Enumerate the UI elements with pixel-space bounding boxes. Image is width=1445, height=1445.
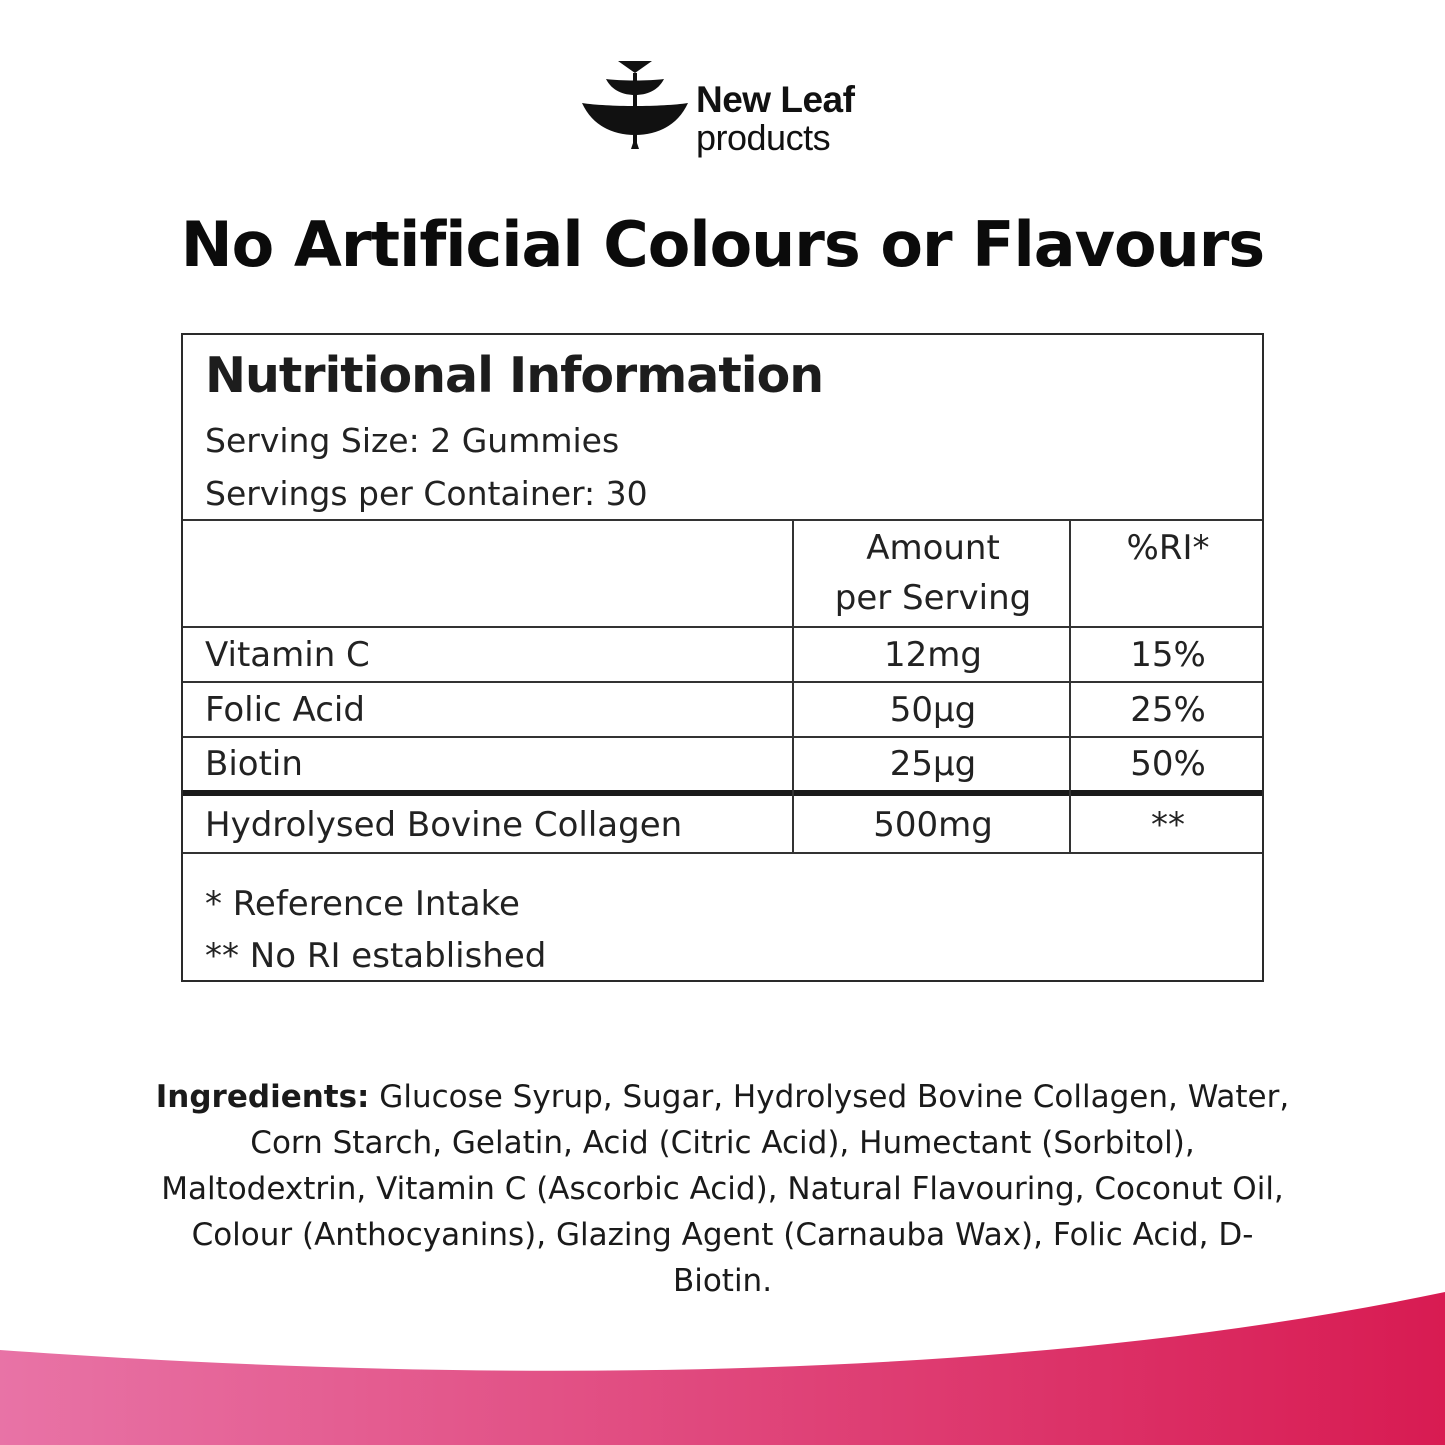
brand-name: New Leaf bbox=[696, 79, 855, 120]
nutrient-ri: ** bbox=[1151, 805, 1185, 845]
nutrient-name: Hydrolysed Bovine Collagen bbox=[205, 805, 683, 845]
nutrient-ri: 50% bbox=[1130, 744, 1206, 784]
nutrient-ri: 25% bbox=[1130, 690, 1206, 730]
footnote-reference-intake: * Reference Intake bbox=[205, 884, 520, 924]
nutrient-ri: 15% bbox=[1130, 635, 1206, 675]
serving-size: Serving Size: 2 Gummies bbox=[205, 421, 620, 460]
table-divider bbox=[183, 736, 1262, 738]
leaf-tree-icon bbox=[580, 55, 690, 155]
nutrient-name: Vitamin C bbox=[205, 635, 370, 675]
ingredients-label: Ingredients: bbox=[155, 1079, 370, 1115]
footnote-no-ri: ** No RI established bbox=[205, 936, 547, 976]
ingredients-text: Glucose Syrup, Sugar, Hydrolysed Bovine Collagen, Water, Corn Starch, Gelatin, Acid (Citric Acid), Humectant (Sorbitol), Maltodextrin, Vitamin C (Ascorbic Acid), Natural Flavouring, Coconut Oil, Colour (Anthocyanins), Glazing Agent (Carnauba Wax), Folic Acid, D-Biotin. bbox=[161, 1079, 1290, 1299]
table-divider bbox=[183, 626, 1262, 628]
table-divider bbox=[183, 519, 1262, 521]
servings-per-container: Servings per Container: 30 bbox=[205, 474, 648, 513]
nutrition-title: Nutritional Information bbox=[205, 347, 824, 404]
page-headline: No Artificial Colours or Flavours bbox=[180, 208, 1265, 281]
nutrition-panel bbox=[181, 333, 1264, 982]
table-divider-thick bbox=[183, 790, 1262, 796]
ingredients-block bbox=[150, 1074, 1295, 1304]
brand-logo bbox=[580, 55, 880, 158]
header-ri: %RI* bbox=[1126, 528, 1210, 568]
nutrient-amount: 50µg bbox=[889, 690, 977, 730]
nutrient-amount: 500mg bbox=[873, 805, 993, 845]
table-divider bbox=[183, 852, 1262, 854]
nutrient-amount: 25µg bbox=[889, 744, 977, 784]
decorative-swoosh bbox=[0, 1280, 1445, 1445]
column-divider bbox=[1069, 519, 1071, 854]
nutrient-name: Folic Acid bbox=[205, 690, 365, 730]
column-divider bbox=[792, 519, 794, 854]
header-amount-line2: per Serving bbox=[834, 578, 1032, 618]
table-divider bbox=[183, 681, 1262, 683]
nutrient-name: Biotin bbox=[205, 744, 303, 784]
nutrient-amount: 12mg bbox=[884, 635, 982, 675]
brand-subname: products bbox=[696, 117, 831, 158]
header-amount-line1: Amount bbox=[866, 528, 1000, 568]
